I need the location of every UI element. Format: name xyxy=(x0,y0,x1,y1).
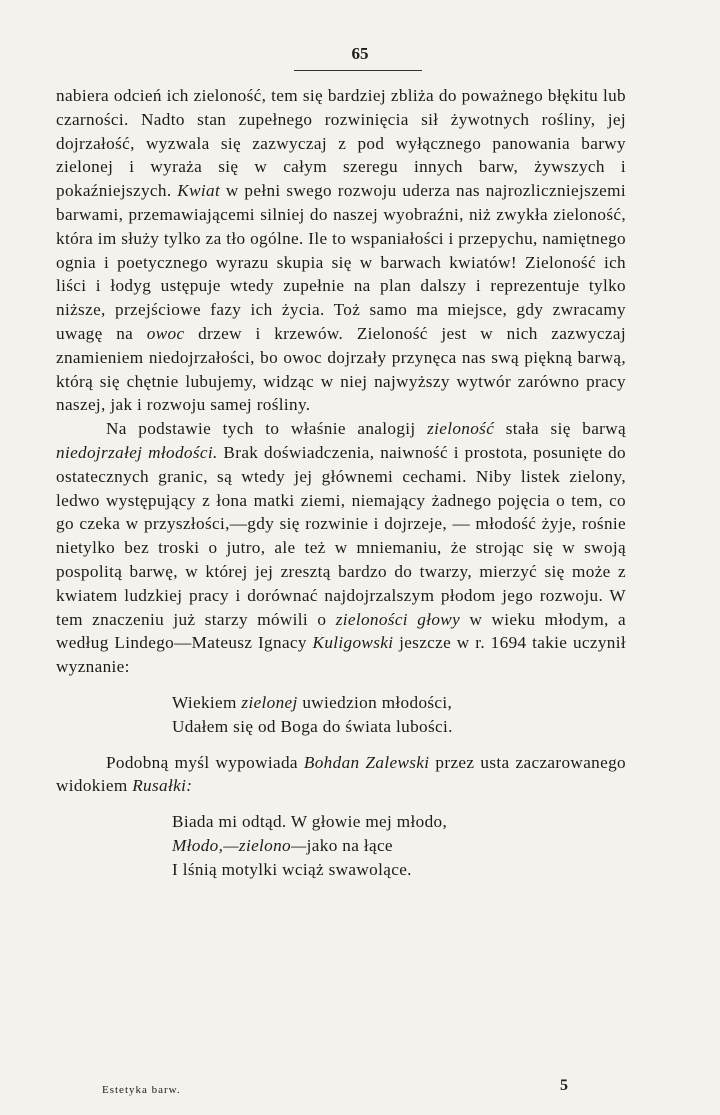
text-run: uwiedzion młodości, xyxy=(297,692,453,712)
text-run: w pełni swego rozwoju uderza nas najrozliczniejszemi barwami, przemawiającemi silniej do naszej wyobraźni, niż zwykła zieloność, która im służy tylko za tło ogólne. Ile to wspaniałości i przepychu, namiętnego ognia i poetycznego wyrazu skupia się w barwach kwiatów! Zieloność ich liści i łodyg ustępuje wtedy zupełnie na plan dalszy i reprezentuje tylko niższe, przejściowe fazy ich życia. Toż samo ma miejsce, gdy zwracamy uwagę na xyxy=(56,181,627,343)
text-run: Brak doświadczenia, naiwność i prostota, posunięte do ostatecznych granic, są wtedy jej głównemi cechami. Niby listek zielony, ledwo występujący z łona matki ziemi, niemający żadnego pojęcia o tem, co go czeka w przyszłości,—gdy się rozwinie i dojrzeje, — młodość żyje, rośnie nietylko bez troski o jutro, ale też w mniemaniu, że strojąc się w swoją pospolitą barwę, w której jej zresztą bardzo do twarzy, mierzyć się może z kwiatem ludzkiej pracy i dorównać najdojrzalszym płodom jego rozwoju. W tem znaczeniu już starzy mówili o xyxy=(56,442,626,629)
verse-2 xyxy=(172,810,626,881)
italic-text: owoc xyxy=(146,323,185,343)
verse-line xyxy=(172,834,626,858)
italic-text: Młodo,—zielono— xyxy=(172,835,307,855)
italic-text: Rusałki: xyxy=(132,776,193,796)
verse-line xyxy=(172,858,626,882)
italic-text: Bohdan Zalewski xyxy=(303,752,430,772)
verse-line xyxy=(172,691,626,715)
italic-text: Kuligowski xyxy=(312,633,394,653)
paragraph-3 xyxy=(56,751,626,799)
text-run: Podobną myśl wypowiada xyxy=(106,752,304,772)
verse-line xyxy=(172,810,626,834)
verse-line xyxy=(172,715,626,739)
italic-text: Kwiat xyxy=(177,181,221,201)
italic-text: zieloności głowy xyxy=(335,609,461,629)
text-run: Na podstawie tych to właśnie analogij xyxy=(106,419,428,439)
page-body xyxy=(56,84,626,894)
text-run: Wiekiem xyxy=(172,692,242,712)
text-run: stała się barwą xyxy=(494,419,626,439)
text-run: nabiera odcień ich zieloność, tem się bardziej zbliża do poważnego błękitu lub czarności. Nadto stan zupełnego rozwinięcia sił żywotnych rośliny, jej dojrzałość, wyzwala się zazwyczaj z pod wyłącznego panowania barwy zielonej i wyraża się w całym szeregu innych barw, żywszych i pokaźniejszych. xyxy=(56,86,626,201)
text-run: jako na łące xyxy=(306,835,393,855)
text-run: Biada mi odtąd. W głowie mej młodo, xyxy=(172,812,448,832)
paragraph-2 xyxy=(56,417,626,679)
signature-mark: 5 xyxy=(560,1077,568,1094)
header-rule xyxy=(294,70,422,71)
page-number: 65 xyxy=(351,44,369,63)
text-run: jeszcze w r. 1694 takie uczynił wyznanie: xyxy=(56,633,626,677)
italic-text: zielonej xyxy=(241,692,298,712)
footer-title: Estetyka barw. xyxy=(102,1084,181,1096)
italic-text: niedojrzałej młodości. xyxy=(56,442,218,462)
text-run: I lśnią motylki wciąż swawolące. xyxy=(172,859,412,879)
paragraph-1 xyxy=(56,84,626,417)
text-run: Udałem się od Boga do świata lubości. xyxy=(172,716,453,736)
text-run: w wieku młodym, a według Lindego—Mateusz Ignacy xyxy=(56,609,627,653)
text-run: drzew i krzewów. Zieloność jest w nich zazwyczaj znamieniem niedojrzałości, bo owoc dojrzały przynęca nas swą piękną barwą, którą się chętnie lubujemy, widząc w niej najwyższy wytwór zarówno pracy naszej, jak i rozwoju samej rośliny. xyxy=(56,323,626,415)
italic-text: zieloność xyxy=(427,419,495,439)
text-run: przez usta zaczarowanego widokiem xyxy=(56,752,626,796)
verse-1 xyxy=(172,691,626,739)
